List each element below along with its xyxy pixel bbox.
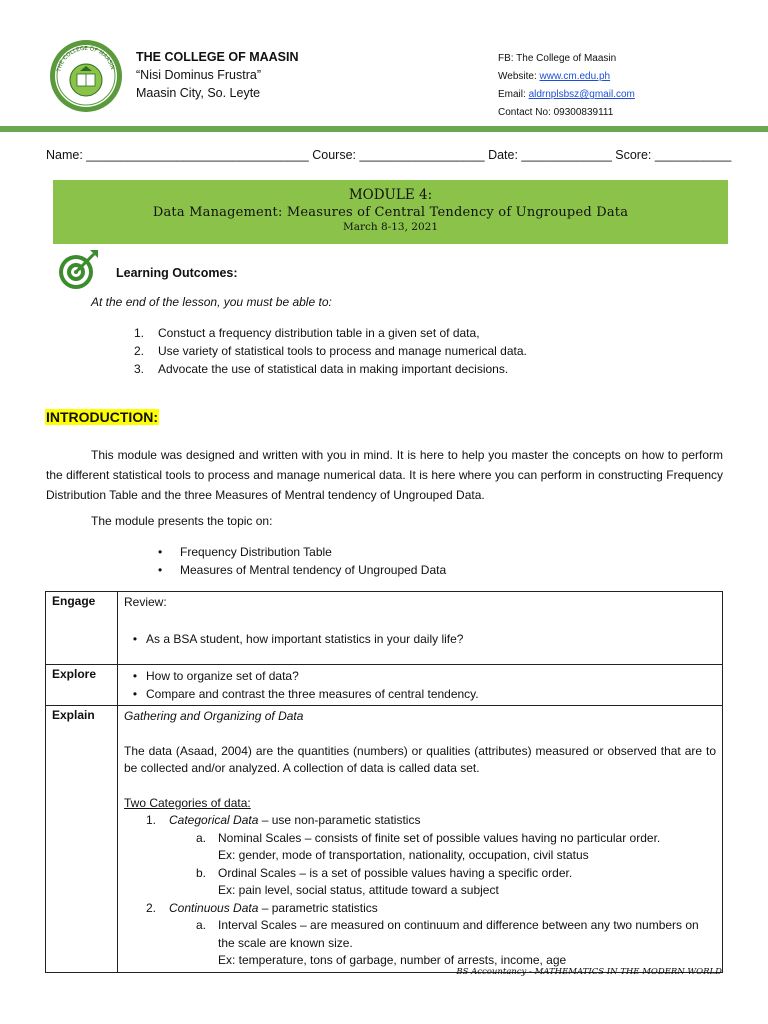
module-dates: March 8-13, 2021 — [343, 221, 438, 233]
table-row-engage — [46, 592, 723, 665]
contact-info — [498, 50, 635, 122]
email-line — [498, 86, 635, 104]
website-link[interactable]: www.cm.edu.ph — [539, 71, 611, 82]
topics-list — [158, 543, 446, 579]
college-motto: “Nisi Dominus Frustra” — [136, 68, 262, 82]
email-link[interactable]: aldrnplsbsz@gmail.com — [528, 89, 635, 100]
college-name: THE COLLEGE OF MAASIN — [136, 50, 299, 64]
target-icon — [56, 246, 102, 292]
category-2a-example: Ex: temperature, tons of garbage, number of arrests, income, age — [218, 953, 567, 967]
category-1b: b. Ordinal Scales – is a set of possible values having a specific order. — [196, 865, 573, 880]
facebook-line: FB: The College of Maasin — [498, 53, 617, 64]
college-info — [136, 48, 299, 102]
list-item: • As a BSA student, how important statistics in your daily life? — [146, 630, 716, 648]
data-definition: The data (Asaad, 2004) are the quantities (numbers) or qualities (attributes) measured or observed that are to be collected and/or analyzed. A collection of data is called data set. — [124, 743, 716, 775]
list-item: • Frequency Distribution Table — [158, 543, 446, 561]
list-item: • Compare and contrast the three measures of central tendency. — [146, 685, 716, 703]
category-1a: a. Nominal Scales – consists of finite set of possible values having no particular order. — [196, 830, 661, 845]
categories-title: Two Categories of data: — [124, 795, 251, 810]
contact-number: Contact No: 09300839111 — [498, 107, 614, 118]
letterhead — [0, 0, 768, 130]
website-line — [498, 68, 635, 86]
category-2: 2. Continuous Data – parametric statistics — [146, 900, 378, 915]
explain-content — [118, 706, 723, 973]
category-1: 1. Categorical Data – use non-parametic statistics — [146, 813, 421, 827]
module-subtitle: Data Management: Measures of Central Tendency of Ungrouped Data — [152, 205, 629, 220]
email-label: Email: — [498, 89, 529, 100]
category-2a: a. Interval Scales – are measured on continuum and difference between any two numbers on the scale are known size. — [196, 918, 699, 950]
list-item: 3. Advocate the use of statistical data in making important decisions. — [134, 362, 509, 376]
lesson-table — [45, 591, 723, 973]
introduction-heading: INTRODUCTION: — [46, 409, 158, 425]
college-location: Maasin City, So. Leyte — [136, 86, 261, 100]
learning-outcomes-title: Learning Outcomes: — [116, 266, 238, 280]
engage-content — [118, 592, 723, 665]
student-fields: Name: ________________________________ Course: __________________ Date: _____________ Score: ___________ — [46, 148, 732, 162]
presents-line: The module presents the topic on: — [91, 514, 273, 528]
explore-label: Explore — [46, 665, 118, 706]
module-title: MODULE 4: — [348, 187, 433, 203]
module-banner — [53, 180, 728, 244]
explain-heading: Gathering and Organizing of Data — [124, 709, 304, 723]
website-label: Website: — [498, 71, 540, 82]
engage-bullets — [124, 630, 716, 648]
learning-outcomes-list — [134, 324, 527, 378]
list-item: • How to organize set of data? — [146, 667, 716, 685]
list-item: 1. Constuct a frequency distribution table in a given set of data, — [134, 326, 480, 340]
learning-outcomes-intro: At the end of the lesson, you must be able to: — [91, 295, 332, 309]
header-divider — [0, 126, 768, 132]
table-row-explore — [46, 665, 723, 706]
list-item: 2. Use variety of statistical tools to process and manage numerical data. — [134, 344, 527, 358]
review-label: Review: — [124, 595, 167, 609]
engage-label: Engage — [46, 592, 118, 665]
list-item: • Measures of Mentral tendency of Ungrouped Data — [158, 561, 446, 579]
college-seal-logo — [48, 38, 124, 114]
explain-label: Explain — [46, 706, 118, 973]
introduction-paragraph: This module was designed and written with you in mind. It is here to help you master the concepts on how to perform the different statistical tools to process and manage numerical data. It is here where you can perform in constructing Frequency Distribution Table and the three Measures of Mentral tendency of Ungrouped Data. — [46, 448, 723, 502]
category-1b-example: Ex: pain level, social status, attitude toward a subject — [218, 883, 499, 897]
table-row-explain — [46, 706, 723, 973]
explore-bullets — [124, 667, 716, 703]
seal-text: THE COLLEGE OF MAASIN — [56, 45, 116, 73]
explore-content — [118, 665, 723, 706]
page-footer: BS Accountancy - MATHEMATICS IN THE MODERN WORLD — [456, 967, 722, 977]
category-1a-example: Ex: gender, mode of transportation, nationality, occupation, civil status — [218, 848, 589, 862]
